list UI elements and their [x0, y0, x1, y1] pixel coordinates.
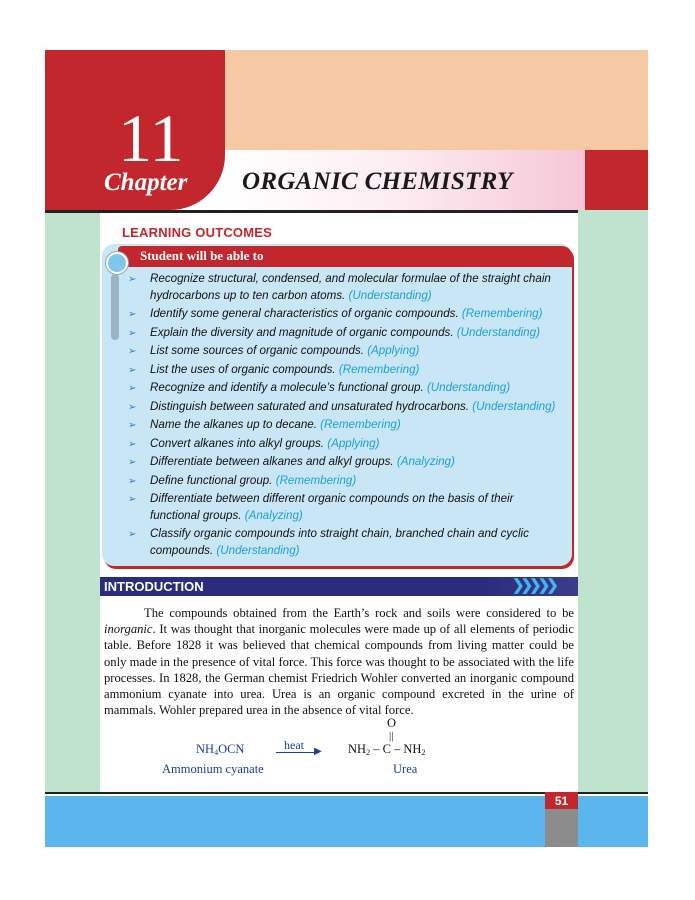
learning-outcome-item — [128, 271, 564, 304]
learning-outcome-level: (Applying) — [327, 436, 380, 450]
chevron-arrows-icon: ❯❯❯❯❯ — [512, 577, 555, 594]
scroll-bar-decoration — [111, 274, 119, 340]
learning-outcome-level: (Analyzing) — [396, 455, 455, 468]
learning-outcome-item — [128, 399, 564, 416]
double-arrow-bullet-icon: ➢ — [128, 274, 137, 285]
left-side-band — [45, 213, 100, 793]
learning-outcome-item — [128, 436, 564, 453]
learning-outcome-level: (Understanding) — [216, 543, 300, 557]
learning-outcome-text: List the uses of organic compounds. — [150, 362, 336, 376]
learning-outcome-level: (Remembering) — [338, 362, 420, 376]
page-number: 51 — [554, 794, 569, 808]
header-red-block — [585, 150, 648, 210]
learning-outcome-text: Differentiate between different organic compounds on the basis of their functional groups. — [150, 492, 514, 522]
learning-outcome-level: (Applying) — [367, 344, 420, 357]
double-arrow-bullet-icon: ➢ — [128, 475, 137, 487]
product-nh-a: NH — [348, 742, 367, 756]
urea-oxygen: O — [387, 716, 397, 730]
learning-outcome-level: (Understanding) — [426, 381, 511, 394]
learning-outcome-text: List some sources of organic compounds. — [150, 344, 364, 357]
double-arrow-bullet-icon: ➢ — [128, 364, 137, 376]
right-side-band — [578, 210, 648, 793]
learning-outcome-text: Distinguish between saturated and unsaturated hydrocarbons. — [150, 399, 470, 413]
product-subscript-a: 2 — [366, 748, 371, 757]
learning-outcome-item — [128, 473, 564, 490]
reaction-arrow — [276, 752, 318, 753]
reactant-suffix: OCN — [218, 742, 245, 756]
learning-outcome-text: Name the alkanes up to decane. — [150, 418, 317, 431]
header-rule — [45, 210, 578, 213]
urea-double-bond: || — [389, 730, 394, 742]
introduction-text-part-2: . It was thought that inorganic molecules were made up of all elements of periodic table. Before 1828 it was believed that chemical compounds from living matter could be only made in the presence of vital force. This force was thought to be associated with the life processes. In 1828, the German chemist Friedrich Wohler converted an inorganic compound ammonium cyanate into urea. Urea is an organic compound excreted in the urine of mammals. Wohler prepared urea in the absence of vital force. — [104, 622, 574, 718]
learning-outcome-level: (Understanding) — [348, 288, 432, 302]
introduction-paragraph — [104, 605, 574, 718]
learning-outcome-text: Identify some general characteristics of organic compounds. — [150, 307, 459, 320]
learning-outcome-level: (Remembering) — [461, 307, 543, 320]
learning-outcome-text: Differentiate between alkanes and alkyl groups. — [150, 455, 394, 468]
product-middle: – C – NH — [370, 742, 422, 756]
learning-outcomes-heading: LEARNING OUTCOMES — [122, 225, 273, 240]
learning-outcome-item — [128, 380, 564, 397]
double-arrow-bullet-icon: ➢ — [128, 529, 137, 540]
double-arrow-bullet-icon: ➢ — [128, 494, 137, 505]
double-arrow-bullet-icon: ➢ — [128, 346, 137, 357]
reaction-condition: heat — [284, 738, 304, 752]
learning-outcome-level: (Understanding) — [472, 399, 556, 413]
learning-outcome-text: Convert alkanes into alkyl groups. — [150, 436, 324, 450]
reactant-name: Ammonium cyanate — [162, 762, 264, 776]
learning-outcome-text: Define functional group. — [150, 473, 273, 487]
learning-outcome-item — [128, 526, 564, 559]
learning-outcome-item — [128, 454, 564, 471]
footer-gray-block — [545, 809, 578, 847]
chapter-word: Chapter — [104, 169, 188, 196]
learning-outcome-item — [128, 362, 564, 379]
chapter-title: ORGANIC CHEMISTRY — [242, 168, 513, 195]
introduction-heading: INTRODUCTION — [104, 579, 204, 594]
footer-right-band — [578, 796, 648, 847]
product-name: Urea — [393, 762, 418, 776]
chapter-number: 11 — [118, 100, 184, 176]
product-subscript-b: 2 — [421, 748, 426, 757]
arrow-head-icon: ▶ — [314, 746, 322, 757]
equation-product — [348, 742, 425, 760]
double-arrow-bullet-icon: ➢ — [128, 401, 137, 413]
double-arrow-bullet-icon: ➢ — [128, 438, 137, 450]
introduction-italic-term: inorganic — [104, 622, 153, 637]
header-peach-band — [225, 50, 648, 150]
equation-reactant — [196, 742, 244, 760]
learning-outcome-text: Recognize structural, condensed, and molecular formulae of the straight chain hydrocarbons up to ten carbon atoms. — [150, 272, 551, 302]
learning-outcomes-intro: Student will be able to — [140, 248, 264, 263]
learning-outcome-item — [128, 491, 564, 524]
learning-outcome-item — [128, 417, 564, 434]
double-arrow-bullet-icon: ➢ — [128, 420, 137, 431]
learning-outcome-item — [128, 306, 564, 323]
double-arrow-bullet-icon: ➢ — [128, 309, 137, 320]
introduction-text-part-1: The compounds obtained from the Earth’s rock and soils were considered to be — [144, 606, 574, 620]
learning-outcome-text: Recognize and identify a molecule’s functional group. — [150, 381, 424, 394]
reactant-prefix: NH — [196, 742, 215, 756]
learning-outcome-level: (Understanding) — [456, 325, 540, 339]
learning-outcome-item — [128, 325, 564, 342]
double-arrow-bullet-icon: ➢ — [128, 383, 137, 394]
learning-outcome-level: (Remembering) — [320, 418, 401, 431]
learning-outcome-text: Classify organic compounds into straight chain, branched chain and cyclic compounds. — [150, 527, 529, 557]
learning-outcomes-list — [128, 271, 564, 561]
learning-outcome-item — [128, 343, 564, 360]
double-arrow-bullet-icon: ➢ — [128, 327, 137, 339]
footer-band — [45, 796, 545, 847]
double-arrow-bullet-icon: ➢ — [128, 457, 137, 468]
learning-outcome-level: (Analyzing) — [244, 508, 303, 522]
reactant-subscript: 4 — [214, 748, 219, 757]
bubble-icon — [106, 252, 128, 274]
learning-outcome-text: Explain the diversity and magnitude of organic compounds. — [150, 325, 454, 339]
learning-outcome-level: (Remembering) — [275, 473, 357, 487]
